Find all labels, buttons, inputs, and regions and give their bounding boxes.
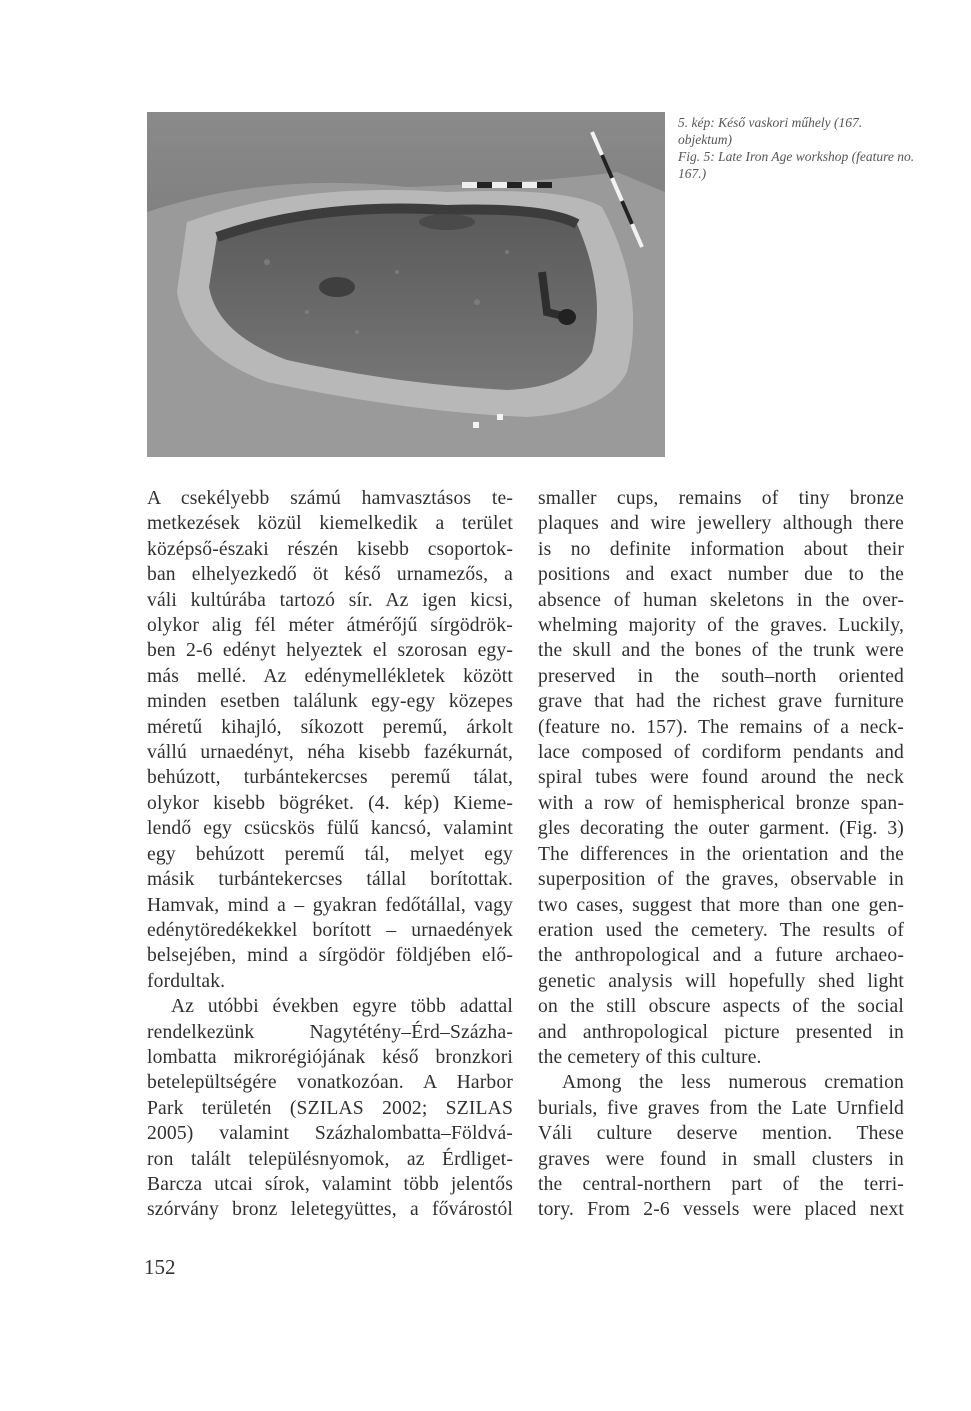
text-line: méretű kihajló, síkozott peremű, árkolt xyxy=(147,716,513,738)
text-line: the skull and the bones of the trunk were xyxy=(538,640,904,662)
text-line: vállú urnaedényt, néha kisebb fazékurnát, xyxy=(147,742,513,764)
text-line: lendő egy csücskös fülű kancsó, valamint xyxy=(147,818,513,840)
text-line: lombatta mikrorégiójának késő bronzkori xyxy=(147,1046,513,1068)
right-paragraph-1 xyxy=(538,486,904,1070)
text-line: whelming majority of the graves. Luckily, xyxy=(538,615,904,637)
text-line: olykor alig fél méter átmérőjű sírgödrök- xyxy=(147,615,513,637)
text-line: genetic analysis will hopefully shed light xyxy=(538,970,904,992)
text-line: A csekélyebb számú hamvasztásos te- xyxy=(147,488,513,509)
text-line: superposition of the graves, observable in xyxy=(538,869,904,891)
text-line: positions and exact number due to the xyxy=(538,564,904,586)
text-line: egy behúzott peremű tál, melyet egy xyxy=(147,843,513,865)
left-paragraph-1 xyxy=(147,486,513,994)
text-line: fordultak. xyxy=(147,970,226,992)
text-line: on the still obscure aspects of the social xyxy=(538,996,904,1018)
text-line: the central-northern part of the terri- xyxy=(538,1173,904,1195)
text-line: the anthropological and a future archaeo- xyxy=(538,945,904,967)
text-line: ban elhelyezkedő öt késő urnamezős, a xyxy=(147,564,513,586)
text-line: középső-északi részén kisebb csoportok- xyxy=(147,538,513,560)
text-line: absence of human skeletons in the over- xyxy=(538,589,904,611)
text-line: belsejében, mind a sírgödör földjében elő- xyxy=(147,945,513,967)
page-number: 152 xyxy=(144,1255,176,1279)
figure-photo-excavation xyxy=(147,112,665,457)
text-line: with a row of hemispherical bronze span- xyxy=(538,792,904,814)
text-line: Barcza utcai sírok, valamint több jelentős xyxy=(147,1173,513,1195)
text-line: (feature no. 157). The remains of a neck- xyxy=(538,716,904,738)
text-line: graves were found in small clusters in xyxy=(538,1148,904,1170)
text-line: 2005) valamint Százhalombatta–Földvá- xyxy=(147,1123,513,1145)
text-line: spiral tubes were found around the neck xyxy=(538,767,904,789)
text-line: burials, five graves from the Late Urnfield xyxy=(538,1097,904,1119)
text-line: two cases, suggest that more than one gen- xyxy=(538,894,904,916)
text-line: tory. From 2-6 vessels were placed next xyxy=(538,1199,904,1221)
text-line: minden esetben találunk egy-egy közepes xyxy=(147,691,513,713)
text-line: rendelkezünk Nagytétény–Érd–Százha- xyxy=(147,1021,513,1043)
caption-hungarian: 5. kép: Késő vaskori műhely (167. objektum) xyxy=(678,115,863,147)
text-line: ben 2-6 edényt helyeztek el szorosan egy- xyxy=(147,640,513,662)
text-line: betelepültségére vonatkozóan. A Harbor xyxy=(147,1072,513,1094)
text-line: grave that had the richest grave furniture xyxy=(538,691,904,713)
text-line: smaller cups, remains of tiny bronze xyxy=(538,488,904,509)
text-line: preserved in the south–north oriented xyxy=(538,665,904,687)
text-line: Váli culture deserve mention. These xyxy=(538,1123,904,1145)
text-line: and anthropological picture presented in xyxy=(538,1021,904,1043)
text-line: olykor kisebb bögréket. (4. kép) Kieme- xyxy=(147,792,513,814)
text-line: plaques and wire jewellery although there xyxy=(538,513,904,535)
right-column-text xyxy=(538,486,904,1223)
text-line: másik turbántekercses tállal borítottak. xyxy=(147,869,513,891)
text-line: más mellé. Az edénymellékletek között xyxy=(147,665,513,687)
text-line: The differences in the orientation and the xyxy=(538,843,904,865)
text-line: gles decorating the outer garment. (Fig. 3) xyxy=(538,818,904,840)
text-line: Park területén (SZILAS 2002; SZILAS xyxy=(147,1097,513,1119)
right-paragraph-2 xyxy=(538,1070,904,1222)
text-line: edénytöredékekkel borított – urnaedények xyxy=(147,919,513,941)
text-line: Among the less numerous cremation xyxy=(562,1072,904,1094)
left-paragraph-2 xyxy=(147,994,513,1223)
text-line: váli kultúrába tartozó sír. Az igen kicsi, xyxy=(147,589,513,611)
text-line: ron talált településnyomok, az Érdliget- xyxy=(147,1148,513,1170)
text-line: behúzott, turbántekercses peremű tálat, xyxy=(147,767,513,789)
text-line: Hamvak, mind a – gyakran fedőtállal, vagy xyxy=(147,894,513,916)
text-line: Az utóbbi években egyre több adattal xyxy=(171,996,513,1018)
text-line: the cemetery of this culture. xyxy=(538,1046,762,1068)
figure-caption xyxy=(678,114,918,182)
text-line: is no definite information about their xyxy=(538,538,904,560)
text-line: lace composed of cordiform pendants and xyxy=(538,742,904,764)
left-column-text xyxy=(147,486,513,1223)
caption-english: Fig. 5: Late Iron Age workshop (feature no. 167.) xyxy=(678,149,915,181)
text-line: eration used the cemetery. The results of xyxy=(538,919,904,941)
text-line: szórvány bronz leletegyüttes, a fővárostól xyxy=(147,1199,513,1221)
text-line: metkezések közül kiemelkedik a terület xyxy=(147,513,513,535)
